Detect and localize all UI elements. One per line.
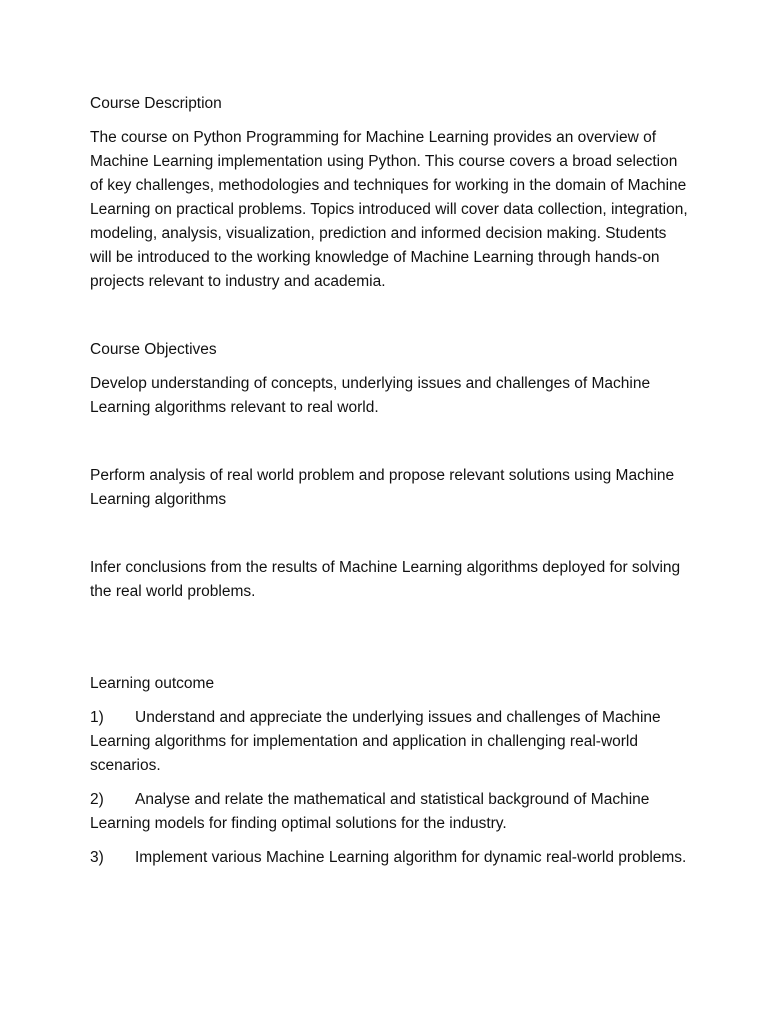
outcome-number: 2) (90, 791, 104, 808)
outcome-item (90, 846, 690, 870)
course-description-heading: Course Description (90, 95, 222, 112)
outcome-text: Implement various Machine Learning algorithm for dynamic real-world problems. (135, 849, 687, 866)
objective-item: Infer conclusions from the results of Machine Learning algorithms deployed for solving the real world problems. (90, 559, 681, 600)
outcome-number: 3) (90, 849, 104, 866)
outcome-item (90, 788, 690, 836)
outcome-text: Understand and appreciate the underlying issues and challenges of Machine Learning algorithms for implementation and application in challenging real-world scenarios. (90, 709, 661, 774)
learning-outcome-heading: Learning outcome (90, 675, 215, 692)
outcome-item (90, 706, 690, 778)
outcome-number: 1) (90, 709, 104, 726)
objective-item: Perform analysis of real world problem and propose relevant solutions using Machine Learning algorithms (90, 467, 675, 508)
outcome-text: Analyse and relate the mathematical and statistical background of Machine Learning models for finding optimal solutions for the industry. (90, 791, 650, 832)
document-page (90, 92, 690, 880)
course-objectives-heading: Course Objectives (90, 341, 217, 358)
objective-item: Develop understanding of concepts, underlying issues and challenges of Machine Learning algorithms relevant to real world. (90, 375, 651, 416)
course-description-text: The course on Python Programming for Machine Learning provides an overview of Machine Learning implementation using Python. This course covers a broad selection of key challenges, methodologies and techniques for working in the domain of Machine Learning on practical problems. Topics introduced will cover data collection, integration, modeling, analysis, visualization, prediction and informed decision making. Students will be introduced to the working knowledge of Machine Learning through hands-on projects relevant to industry and academia. (90, 129, 688, 290)
